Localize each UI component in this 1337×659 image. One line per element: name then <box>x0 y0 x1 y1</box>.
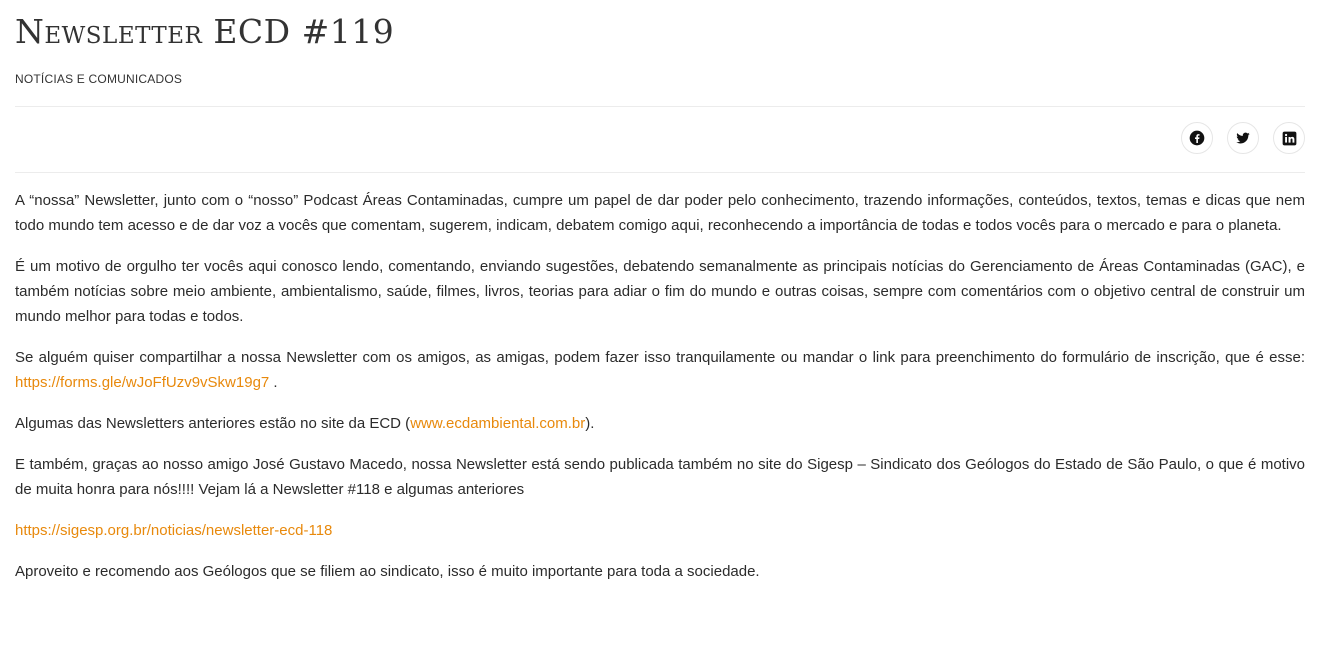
share-linkedin-button[interactable] <box>1273 122 1305 154</box>
share-text-end: . <box>269 374 278 391</box>
divider-top <box>15 106 1305 107</box>
paragraph-recommend: Aproveito e recomendo aos Geólogos que se filiem ao sindicato, isso é muito importante para toda a sociedade. <box>15 563 760 580</box>
previous-text: Algumas das Newsletters anteriores estão no site da ECD ( <box>15 415 411 432</box>
twitter-icon <box>1235 130 1251 146</box>
paragraph-pride: É um motivo de orgulho ter vocês aqui conosco lendo, comentando, enviando sugestões, debatendo semanalmente as principais notícias do Gerenciamento de Áreas Contaminadas (GAC), e também notícias sobre meio ambiente, ambientalismo, saúde, filmes, livros, teorias para adiar o fim do mundo e outras coisas, sempre com comentários com o objetivo central de construir um mundo melhor para todas e todos. <box>15 258 1305 325</box>
share-facebook-button[interactable] <box>1181 122 1213 154</box>
paragraph-intro: A “nossa” Newsletter, junto com o “nosso” Podcast Áreas Contaminadas, cumpre um papel de dar poder pelo conhecimento, trazendo informações, conteúdos, textos, temas e dicas que nem todo mundo tem acesso e de dar voz a vocês que comentam, sugerem, indicam, debatem comigo aqui, reconhecendo a importância de todas e todos vocês para o mercado e para o planeta. <box>15 192 1305 234</box>
page-title: Newsletter ECD #119 <box>15 12 395 51</box>
linkedin-icon <box>1282 131 1297 146</box>
paragraph-share <box>15 345 1305 395</box>
paragraph-sigesp: E também, graças ao nosso amigo José Gustavo Macedo, nossa Newsletter está sendo publicada também no site do Sigesp – Sindicato dos Geólogos do Estado de São Paulo, o que é motivo de muita honra para nós!!!! Vejam lá a Newsletter #118 e algumas anteriores <box>15 456 1305 498</box>
post-content <box>15 188 1305 600</box>
previous-text-end: ). <box>585 415 595 432</box>
paragraph-sigesp-link <box>15 518 1305 543</box>
paragraph-previous <box>15 411 1305 436</box>
share-text: Se alguém quiser compartilhar a nossa Newsletter com os amigos, as amigas, podem fazer isso tranquilamente ou mandar o link para preenchimento do formulário de inscrição, que é esse: <box>15 349 1305 366</box>
ecd-site-link[interactable]: www.ecdambiental.com.br <box>410 415 586 432</box>
signup-form-link[interactable]: https://forms.gle/wJoFfUzv9vSkw19g7 <box>15 374 270 391</box>
divider-bottom <box>15 172 1305 173</box>
post-category[interactable]: NOTÍCIAS E COMUNICADOS <box>15 72 183 86</box>
facebook-icon <box>1189 130 1205 146</box>
sigesp-newsletter-link[interactable]: https://sigesp.org.br/noticias/newsletter-ecd-118 <box>15 522 333 539</box>
share-twitter-button[interactable] <box>1227 122 1259 154</box>
share-bar <box>1181 122 1305 154</box>
